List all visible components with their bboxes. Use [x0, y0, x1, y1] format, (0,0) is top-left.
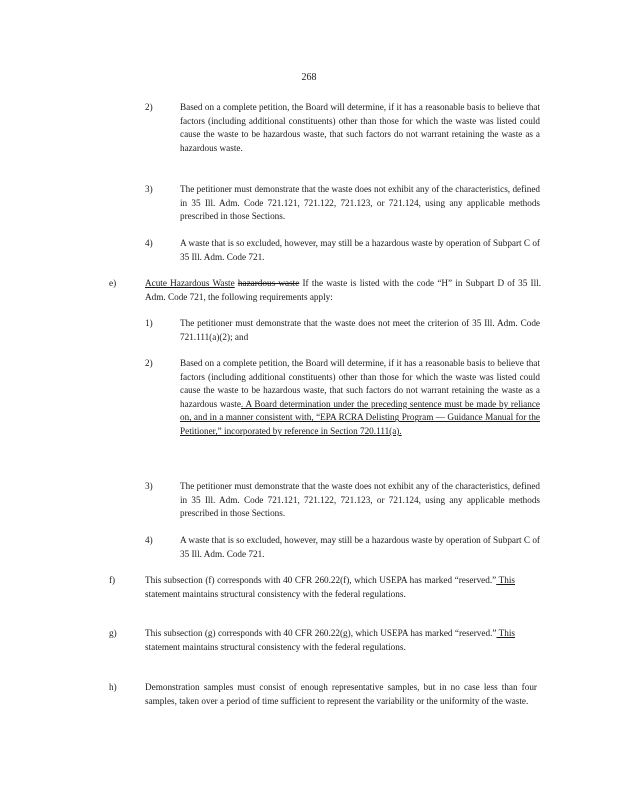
- body-text: statement maintains structural consistency with the federal regulations.: [145, 641, 406, 652]
- item-label: 4): [145, 535, 153, 545]
- item-label: 2): [145, 358, 153, 368]
- item-label: f): [109, 575, 116, 585]
- body-text: This subsection (g) corresponds with 40 CFR 260.22(g), which USEPA has marked “reserved.”: [145, 628, 497, 638]
- body-text: Based on a complete petition, the Board will determine, if it has a reasonable basis to believe that factors (including additional constituents) other than those for which the waste was listed could cause the waste to be hazardous waste, that such factors do not warrant retaining the waste as a hazardous waste: [180, 358, 540, 409]
- body-text: statement maintains structural consistency with the federal regulations.: [145, 588, 406, 599]
- inserted-text: This: [496, 628, 515, 638]
- item-text: [145, 627, 515, 654]
- item-label: 4): [145, 238, 153, 248]
- item-text: A waste that is so excluded, however, may still be a hazardous waste by operation of Subpart C of 35 Ill. Adm. Code 721.: [180, 238, 540, 262]
- item-label: g): [109, 628, 117, 638]
- item-text: [145, 574, 515, 601]
- item-text: The petitioner must demonstrate that the waste does not exhibit any of the characteristics, defined in 35 Ill. Adm. Code 721.121, 721.122, 721.123, or 721.124, using any applicable methods prescribed in those Sections.: [180, 184, 540, 222]
- item-text: A waste that is so excluded, however, may still be a hazardous waste by operation of Subpart C of 35 Ill. Adm. Code 721.: [180, 535, 540, 559]
- item-text: [145, 277, 541, 304]
- inserted-text: . A Board determination under the preceding sentence must be made by reliance on, and in a manner consistent with, “EPA RCRA Delisting Program — Guidance Manual for the Petitioner,” incorporated by reference in Section 720.111(a).: [180, 398, 540, 436]
- item-label: 2): [145, 102, 153, 112]
- item-text: Based on a complete petition, the Board will determine, if it has a reasonable basis to believe that factors (including additional constituents) other than those for which the waste was listed could cause the waste to be hazardous waste, that such factors do not warrant retaining the waste as a hazardous waste.: [180, 102, 540, 153]
- body-text: If the waste is listed with the code “H” in Subpart D of 35 Ill. Adm. Code 721, the following requirements apply:: [145, 278, 542, 302]
- deleted-text: hazardous waste: [237, 278, 300, 288]
- inserted-text: Acute Hazardous Waste: [145, 278, 235, 288]
- inserted-text: This: [496, 575, 515, 585]
- item-label: 3): [145, 481, 153, 491]
- item-label: h): [109, 682, 117, 692]
- item-label: e): [109, 278, 117, 288]
- item-text: [180, 357, 540, 439]
- item-label: 1): [145, 318, 153, 328]
- body-text: This subsection (f) corresponds with 40 CFR 260.22(f), which USEPA has marked “reserved.”: [145, 575, 497, 585]
- page-number: 268: [301, 72, 317, 83]
- item-text: The petitioner must demonstrate that the waste does not meet the criterion of 35 Ill. Adm. Code 721.111(a)(2); and: [180, 318, 540, 342]
- item-label: 3): [145, 184, 153, 194]
- item-text: The petitioner must demonstrate that the waste does not exhibit any of the characteristics, defined in 35 Ill. Adm. Code 721.121, 721.122, 721.123, or 721.124, using any applicable methods prescribed in those Sections.: [180, 481, 540, 519]
- item-text: Demonstration samples must consist of enough representative samples, but in no case less than four samples, taken over a period of time sufficient to represent the variability or the uniformity of the waste.: [145, 682, 537, 706]
